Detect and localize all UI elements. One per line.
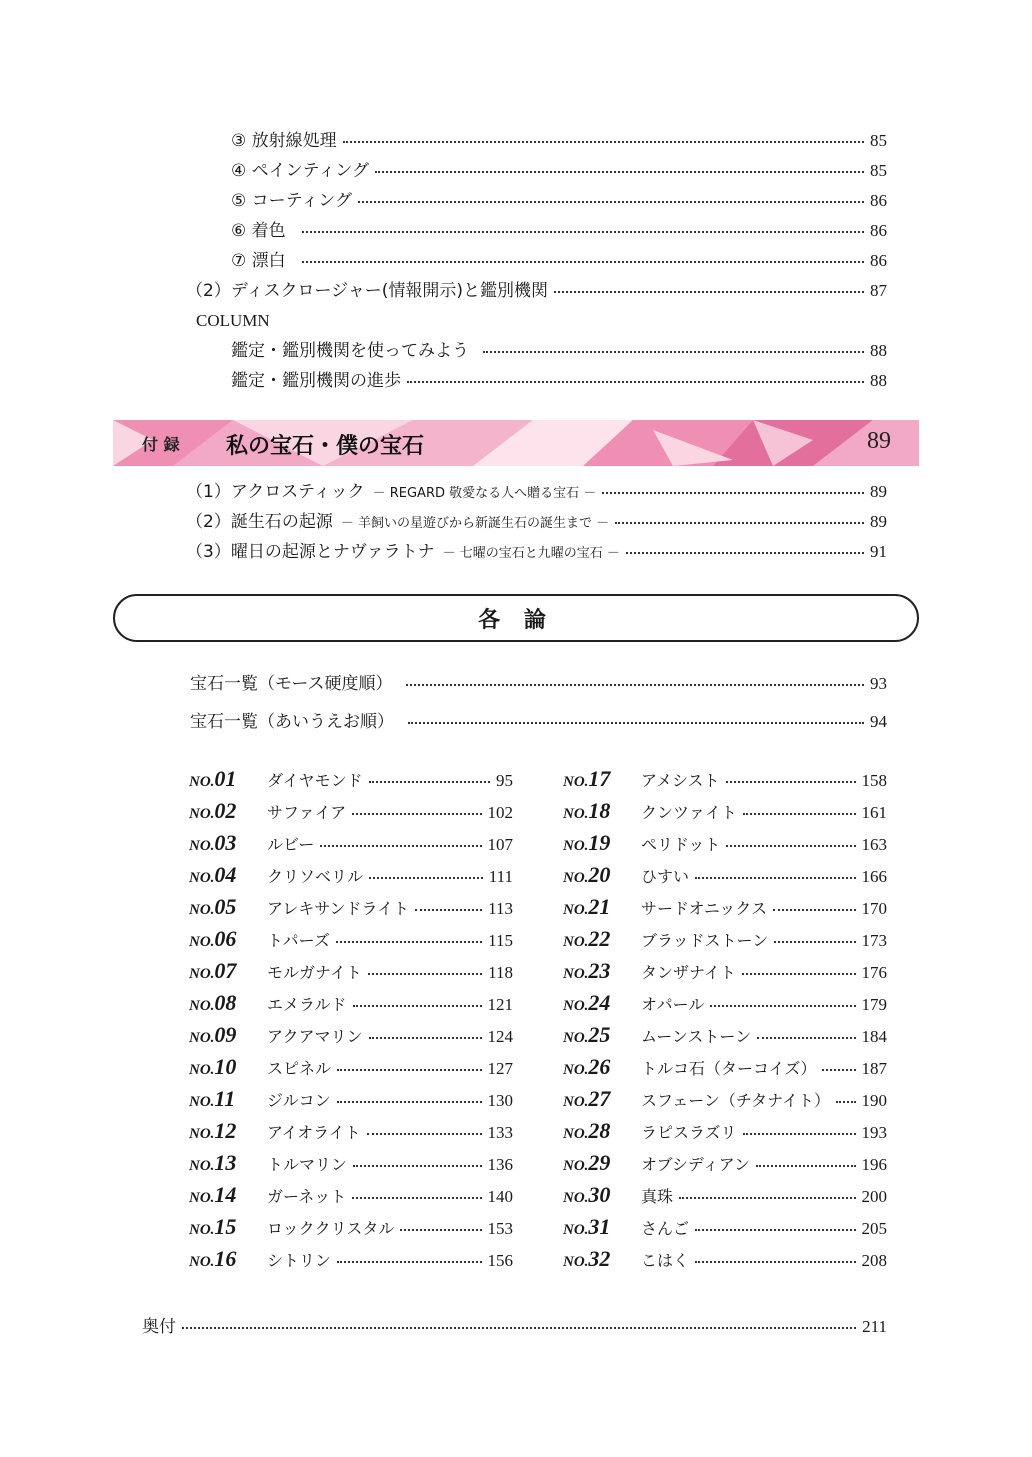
gem-number: [189, 1086, 267, 1112]
toc-label: ⑤ コーティング: [231, 191, 352, 211]
gem-number-prefix: NO.: [563, 870, 589, 886]
leader-dots: [773, 899, 855, 911]
gem-name: ペリドット: [641, 835, 721, 854]
gem-number: [563, 1022, 641, 1048]
leader-dots: [353, 995, 482, 1007]
gem-number-digits: 08: [214, 990, 237, 1015]
leader-dots: [726, 771, 856, 783]
gem-name: トパーズ: [267, 931, 330, 950]
gem-number-digits: 25: [588, 1022, 611, 1047]
leader-dots: [415, 899, 482, 911]
gem-page: 115: [488, 931, 513, 950]
gem-name: エメラルド: [267, 995, 347, 1014]
leader-dots: [182, 1317, 856, 1329]
appendix-item[interactable]: [186, 541, 887, 565]
leader-dots: [337, 1091, 482, 1103]
leader-dots: [626, 542, 864, 554]
leader-dots: [353, 1155, 481, 1167]
toc-line[interactable]: [186, 280, 887, 302]
gem-page: 136: [487, 1155, 513, 1174]
toc-label: （2）誕生石の起源: [186, 512, 333, 532]
gem-number-prefix: NO.: [189, 1094, 215, 1110]
gem-page: 173: [861, 931, 887, 950]
gem-number-prefix: NO.: [563, 1222, 589, 1238]
gem-page: 102: [487, 803, 513, 822]
gem-name: クリソベリル: [267, 867, 364, 886]
gem-number-digits: 13: [214, 1150, 237, 1175]
toc-page: 93: [870, 674, 887, 693]
toc-label: 奥付: [142, 1317, 176, 1337]
gem-entry[interactable]: [563, 766, 887, 794]
gem-entry[interactable]: [563, 926, 887, 954]
gem-number-digits: 15: [214, 1214, 237, 1239]
gem-number-prefix: NO.: [189, 774, 215, 790]
leader-dots: [742, 963, 856, 975]
gem-number-prefix: NO.: [563, 1030, 589, 1046]
toc-line[interactable]: [231, 220, 887, 242]
leader-dots: [602, 482, 864, 494]
appendix-banner[interactable]: [113, 420, 919, 466]
gem-name: サードオニックス: [641, 899, 768, 918]
gem-number-digits: 32: [588, 1246, 611, 1271]
toc-page: 89: [870, 482, 887, 501]
gem-number-digits: 18: [588, 798, 611, 823]
gem-number-prefix: NO.: [563, 774, 589, 790]
gem-entry[interactable]: [189, 894, 513, 922]
gem-number-prefix: NO.: [189, 998, 215, 1014]
gem-page: 156: [487, 1251, 513, 1270]
leader-dots: [337, 1251, 481, 1263]
toc-line[interactable]: [231, 160, 887, 182]
leader-dots: [406, 674, 864, 686]
leader-dots: [743, 1123, 856, 1135]
leader-dots: [743, 803, 856, 815]
gem-page: 124: [487, 1027, 513, 1046]
gem-number-prefix: NO.: [189, 902, 215, 918]
gem-number-prefix: NO.: [189, 934, 215, 950]
gem-number-digits: 16: [214, 1246, 237, 1271]
gem-number-prefix: NO.: [189, 806, 215, 822]
gem-number: [189, 1214, 267, 1240]
leader-dots: [407, 371, 864, 383]
gem-number: [563, 926, 641, 952]
gem-number: [189, 1246, 267, 1272]
gem-entry[interactable]: [189, 958, 513, 986]
gem-number: [563, 1182, 641, 1208]
gem-name: アイオライト: [267, 1123, 361, 1142]
section-title-text: 各 論: [478, 607, 554, 633]
leader-dots: [367, 1123, 482, 1135]
gem-entry[interactable]: [563, 894, 887, 922]
gem-name: ルビー: [267, 835, 315, 854]
leader-dots: [756, 1155, 856, 1167]
gem-entry[interactable]: [189, 990, 513, 1018]
gem-entry[interactable]: [563, 1022, 887, 1050]
gem-number-digits: 03: [214, 830, 237, 855]
leader-dots: [408, 712, 864, 724]
gem-page: 133: [487, 1123, 513, 1142]
gem-number-prefix: NO.: [563, 998, 589, 1014]
gem-name: アレキサンドライト: [267, 899, 410, 918]
gem-page: 118: [488, 963, 513, 982]
gem-entry[interactable]: [189, 1246, 513, 1274]
leader-dots: [822, 1059, 855, 1071]
gem-page: 121: [487, 995, 513, 1014]
appendix-tag: 付 録: [142, 435, 180, 454]
gem-number-prefix: NO.: [189, 1030, 215, 1046]
toc-label: ⑦ 漂白: [231, 251, 286, 271]
gem-number: [189, 830, 267, 856]
leader-dots: [369, 771, 490, 783]
toc-page: 91: [870, 542, 887, 561]
gem-entry[interactable]: [563, 830, 887, 858]
gem-number-prefix: NO.: [189, 1126, 215, 1142]
gem-number: [189, 1182, 267, 1208]
gem-number: [563, 958, 641, 984]
gem-name: モルガナイト: [267, 963, 362, 982]
leader-dots: [352, 803, 481, 815]
gem-entry[interactable]: [563, 1086, 887, 1114]
gem-number: [189, 766, 267, 792]
gem-name: さんご: [641, 1219, 690, 1238]
appendix-item[interactable]: [186, 511, 887, 535]
toc-page: 89: [870, 512, 887, 531]
gem-number-prefix: NO.: [563, 1062, 589, 1078]
gem-entry[interactable]: [563, 1054, 887, 1082]
toc-page: 86: [870, 221, 887, 240]
leader-dots: [695, 1251, 855, 1263]
toc-label: 鑑定・鑑別機関を使ってみよう: [231, 341, 469, 361]
gem-name: アクアマリン: [267, 1027, 363, 1046]
leader-dots: [679, 1187, 855, 1199]
list-item[interactable]: [190, 711, 887, 733]
gem-name: 真珠: [641, 1187, 674, 1206]
gem-number-digits: 30: [588, 1182, 611, 1207]
toc-page: 85: [870, 131, 887, 150]
gem-number-digits: 07: [214, 958, 237, 983]
gem-entry[interactable]: [189, 1182, 513, 1210]
toc-label: 宝石一覧（モース硬度順）: [190, 674, 393, 694]
toc-label: ⑥ 着色: [231, 221, 286, 241]
toc-page: 86: [870, 251, 887, 270]
appendix-item[interactable]: [186, 481, 887, 505]
gem-number-prefix: NO.: [563, 1126, 589, 1142]
gem-page: 107: [487, 835, 513, 854]
gem-page: 163: [861, 835, 887, 854]
gem-page: 208: [861, 1251, 887, 1270]
gem-number: [563, 990, 641, 1016]
gem-number-prefix: NO.: [563, 1094, 589, 1110]
gem-number-digits: 29: [588, 1150, 611, 1175]
gem-number-prefix: NO.: [189, 966, 215, 982]
gem-page: 179: [861, 995, 887, 1014]
gem-number-prefix: NO.: [563, 1254, 589, 1270]
gem-name: こはく: [641, 1251, 690, 1270]
gem-name: オブシディアン: [641, 1155, 750, 1174]
gem-page: 200: [861, 1187, 887, 1206]
gem-entry[interactable]: [563, 958, 887, 986]
column-heading: COLUMN: [196, 311, 270, 330]
gem-number-digits: 12: [214, 1118, 237, 1143]
gem-page: 193: [861, 1123, 887, 1142]
toc-line[interactable]: [231, 250, 887, 272]
gem-name: ブラッドストーン: [641, 931, 769, 950]
leader-dots: [615, 512, 864, 524]
gem-number: [563, 766, 641, 792]
gem-number-digits: 19: [588, 830, 611, 855]
toc-label: （3）曜日の起源とナヴァラトナ: [186, 542, 435, 562]
gem-name: ロッククリスタル: [267, 1219, 395, 1238]
toc-line[interactable]: [231, 130, 887, 152]
gem-page: 153: [487, 1219, 513, 1238]
gem-name: ムーンストーン: [641, 1027, 752, 1046]
gem-number-prefix: NO.: [563, 902, 589, 918]
gem-entry[interactable]: [563, 798, 887, 826]
gem-entry[interactable]: [189, 1150, 513, 1178]
gem-name: シトリン: [267, 1251, 332, 1270]
gem-number: [563, 894, 641, 920]
gem-number-prefix: NO.: [563, 966, 589, 982]
gem-number-prefix: NO.: [189, 1190, 215, 1206]
gem-number-digits: 05: [214, 894, 237, 919]
gem-number-prefix: NO.: [563, 806, 589, 822]
gem-entry[interactable]: [189, 830, 513, 858]
gem-entry[interactable]: [189, 766, 513, 794]
appendix-title: 私の宝石・僕の宝石: [226, 434, 425, 459]
gem-name: ガーネット: [267, 1187, 347, 1206]
list-item[interactable]: [190, 673, 887, 695]
gem-number: [563, 830, 641, 856]
gem-number: [189, 862, 267, 888]
gem-page: 161: [861, 803, 887, 822]
gem-entry[interactable]: [563, 1246, 887, 1274]
gem-name: トルコ石（ターコイズ）: [641, 1059, 817, 1078]
gem-name: ダイヤモンド: [267, 771, 363, 790]
gem-number-digits: 28: [588, 1118, 611, 1143]
gem-entry[interactable]: [189, 798, 513, 826]
gem-number: [563, 798, 641, 824]
gem-number-digits: 04: [214, 862, 237, 887]
gem-number-digits: 21: [588, 894, 611, 919]
leader-dots: [343, 131, 864, 143]
gem-entry[interactable]: [563, 1150, 887, 1178]
gem-page: 127: [487, 1059, 513, 1078]
gem-name: スフェーン（チタナイト）: [641, 1091, 830, 1110]
gem-name: トルマリン: [267, 1155, 348, 1174]
toc-page: 88: [870, 371, 887, 390]
gem-number-prefix: NO.: [189, 1254, 215, 1270]
gem-number: [189, 1054, 267, 1080]
leader-dots: [695, 867, 855, 879]
gem-page: 113: [488, 899, 513, 918]
leader-dots: [774, 931, 855, 943]
leader-dots: [400, 1219, 481, 1231]
column-item[interactable]: [231, 370, 887, 392]
gem-page: 170: [861, 899, 887, 918]
toc-page: 85: [870, 161, 887, 180]
gem-name: クンツァイト: [641, 803, 737, 822]
gem-number: [189, 1118, 267, 1144]
toc-label: （2）ディスクロージャー(情報開示)と鑑別機関: [186, 281, 549, 301]
gem-page: 140: [487, 1187, 513, 1206]
gem-number-digits: 11: [214, 1086, 236, 1111]
leader-dots: [483, 341, 864, 353]
gem-number-prefix: NO.: [563, 934, 589, 950]
gem-number: [189, 1150, 267, 1176]
gem-name: ひすい: [641, 867, 690, 886]
toc-subtitle: － REGARD 敬愛なる人へ贈る宝石 －: [372, 486, 597, 501]
gem-entry[interactable]: [563, 990, 887, 1018]
gem-page: 166: [861, 867, 887, 886]
gem-number-digits: 24: [588, 990, 611, 1015]
toc-label: ③ 放射線処理: [231, 131, 337, 151]
gem-number-prefix: NO.: [563, 1190, 589, 1206]
toc-subtitle: － 羊飼いの星遊びから新誕生石の誕生まで －: [340, 516, 610, 531]
gem-entry[interactable]: [189, 1022, 513, 1050]
leader-dots: [836, 1091, 856, 1103]
gem-number-digits: 26: [588, 1054, 611, 1079]
gem-number: [189, 990, 267, 1016]
gem-name: ジルコン: [267, 1091, 331, 1110]
gem-name: アメシスト: [641, 771, 720, 790]
leader-dots: [710, 995, 855, 1007]
gem-page: 176: [861, 963, 887, 982]
toc-label: ④ ペインティング: [231, 161, 369, 181]
gem-entry[interactable]: [189, 862, 513, 890]
gem-number-digits: 23: [588, 958, 611, 983]
gem-number-digits: 06: [214, 926, 237, 951]
leader-dots: [369, 867, 483, 879]
gem-number: [563, 862, 641, 888]
appendix-page: 89: [867, 428, 891, 454]
gem-number-prefix: NO.: [189, 838, 215, 854]
leader-dots: [336, 931, 482, 943]
gem-number-prefix: NO.: [189, 870, 215, 886]
toc-label: 宝石一覧（あいうえお順）: [190, 712, 394, 732]
gem-name: サファイア: [267, 803, 347, 822]
gem-entry[interactable]: [189, 926, 513, 954]
leader-dots: [368, 963, 482, 975]
gem-number: [189, 894, 267, 920]
column-item[interactable]: [231, 340, 887, 362]
gem-number: [189, 1022, 267, 1048]
gem-page: 190: [861, 1091, 887, 1110]
toc-page: 87: [870, 281, 887, 300]
leader-dots: [302, 251, 864, 263]
leader-dots: [726, 835, 855, 847]
leader-dots: [337, 1059, 481, 1071]
gem-page: 196: [861, 1155, 887, 1174]
gem-number-prefix: NO.: [189, 1222, 215, 1238]
leader-dots: [352, 1187, 481, 1199]
gem-number: [563, 1214, 641, 1240]
gem-page: 95: [496, 771, 513, 790]
gem-number: [189, 926, 267, 952]
gem-number-prefix: NO.: [563, 1158, 589, 1174]
gem-entry[interactable]: [189, 1086, 513, 1114]
gem-number-digits: 27: [588, 1086, 611, 1111]
toc-line[interactable]: [231, 190, 887, 212]
gem-page: 158: [861, 771, 887, 790]
gem-number-digits: 20: [588, 862, 611, 887]
leader-dots: [757, 1027, 855, 1039]
colophon-item[interactable]: [142, 1316, 887, 1338]
gem-number: [563, 1118, 641, 1144]
toc-label: （1）アクロスティック: [186, 482, 365, 502]
gem-page: 205: [861, 1219, 887, 1238]
gem-number-digits: 10: [214, 1054, 237, 1079]
gem-number-digits: 31: [588, 1214, 611, 1239]
leader-dots: [320, 835, 481, 847]
leader-dots: [695, 1219, 855, 1231]
toc-label: 鑑定・鑑別機関の進歩: [231, 371, 401, 391]
leader-dots: [369, 1027, 482, 1039]
gem-number: [563, 1150, 641, 1176]
leader-dots: [358, 191, 864, 203]
gem-number-digits: 02: [214, 798, 237, 823]
gem-number-digits: 09: [214, 1022, 237, 1047]
gem-entry[interactable]: [563, 1118, 887, 1146]
toc-subtitle: － 七曜の宝石と九曜の宝石 －: [442, 546, 620, 561]
gem-number-prefix: NO.: [189, 1062, 215, 1078]
gem-number: [189, 798, 267, 824]
gem-page: 187: [861, 1059, 887, 1078]
gem-number-digits: 17: [588, 766, 611, 791]
gem-number: [563, 1086, 641, 1112]
gem-entry[interactable]: [189, 1054, 513, 1082]
toc-page: 88: [870, 341, 887, 360]
toc-page: 94: [870, 712, 887, 731]
toc-page: 86: [870, 191, 887, 210]
gem-name: ラピスラズリ: [641, 1123, 737, 1142]
gem-page: 111: [488, 867, 513, 886]
gem-number-digits: 14: [214, 1182, 237, 1207]
gem-number: [563, 1246, 641, 1272]
gem-number-prefix: NO.: [189, 1158, 215, 1174]
leader-dots: [554, 281, 864, 293]
gem-entry[interactable]: [563, 862, 887, 890]
leader-dots: [302, 221, 864, 233]
gem-page: 130: [487, 1091, 513, 1110]
leader-dots: [375, 161, 864, 173]
gem-entry[interactable]: [563, 1214, 887, 1242]
section-title: [113, 594, 919, 642]
gem-entry[interactable]: [563, 1182, 887, 1210]
gem-number: [189, 958, 267, 984]
gem-number-prefix: NO.: [563, 838, 589, 854]
gem-number: [563, 1054, 641, 1080]
gem-entry[interactable]: [189, 1118, 513, 1146]
gem-name: タンザナイト: [641, 963, 736, 982]
toc-page: 211: [862, 1317, 887, 1336]
gem-name: スピネル: [267, 1059, 332, 1078]
gem-page: 184: [861, 1027, 887, 1046]
gem-name: オパール: [641, 995, 705, 1014]
gem-number-digits: 01: [214, 766, 237, 791]
gem-entry[interactable]: [189, 1214, 513, 1242]
gem-number-digits: 22: [588, 926, 611, 951]
